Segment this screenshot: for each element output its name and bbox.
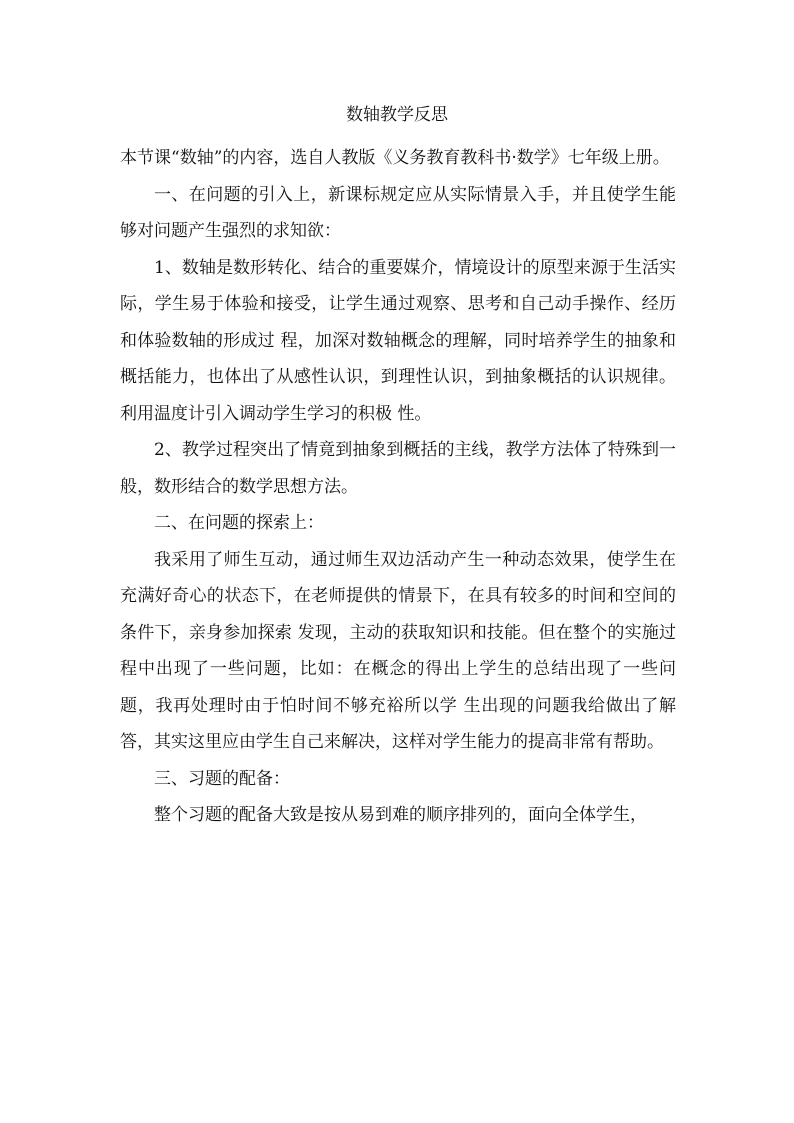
point-two-paragraph: 2、教学过程突出了情竟到抽象到概括的主线，教学方法体了特殊到一般，数形结合的数学思想方法。: [120, 440, 676, 497]
point-one-paragraph: 1、数轴是数形转化、结合的重要媒介，情境设计的原型来源于生活实际，学生易于体验和接受，让学生通过观察、思考和自己动手操作、经历和体验数轴的形成过 程，加深对数轴概念的理解，同时培养学生的抽象和概括能力，也体出了从感性认识，到理性认识，到抽象概括的认识规律。利用温度计引入调动学生学习的积极 性。: [120, 257, 676, 424]
page-title: 数轴教学反思: [346, 105, 448, 125]
section-one-heading: 一、在问题的引入上，新课标规定应从实际情景入手，并且使学生能够对问题产生强烈的求知欲：: [120, 184, 676, 241]
section-two-heading: 二、在问题的探索上：: [154, 513, 324, 533]
exercises-paragraph: 整个习题的配备大致是按从易到难的顺序排列的，面向全体学生，: [154, 805, 647, 825]
document-body: [120, 140, 676, 834]
section-three-heading: 三、习题的配备：: [154, 768, 290, 789]
intro-paragraph: 本节课“数轴”的内容，选自人教版《义务教育教科书·数学》七年级上册。: [120, 148, 670, 168]
exploration-paragraph: 我采用了师生互动，通过师生双边活动产生一种动态效果，使学生在充满好奇心的状态下，在老师提供的情景下，在具有较多的时间和空间的条件下，亲身参加探索 发现，主动的获取知识和技能。但在整个的实施过程中出现了一些问题，比如：在概念的得出上学生的总结出现了一些问题，我再处理时由于怕时间不够充裕所以学 生出现的问题我给做出了解答，其实这里应由学生自己来解决，这样对学生能力的提高非常有帮助。: [120, 549, 676, 752]
